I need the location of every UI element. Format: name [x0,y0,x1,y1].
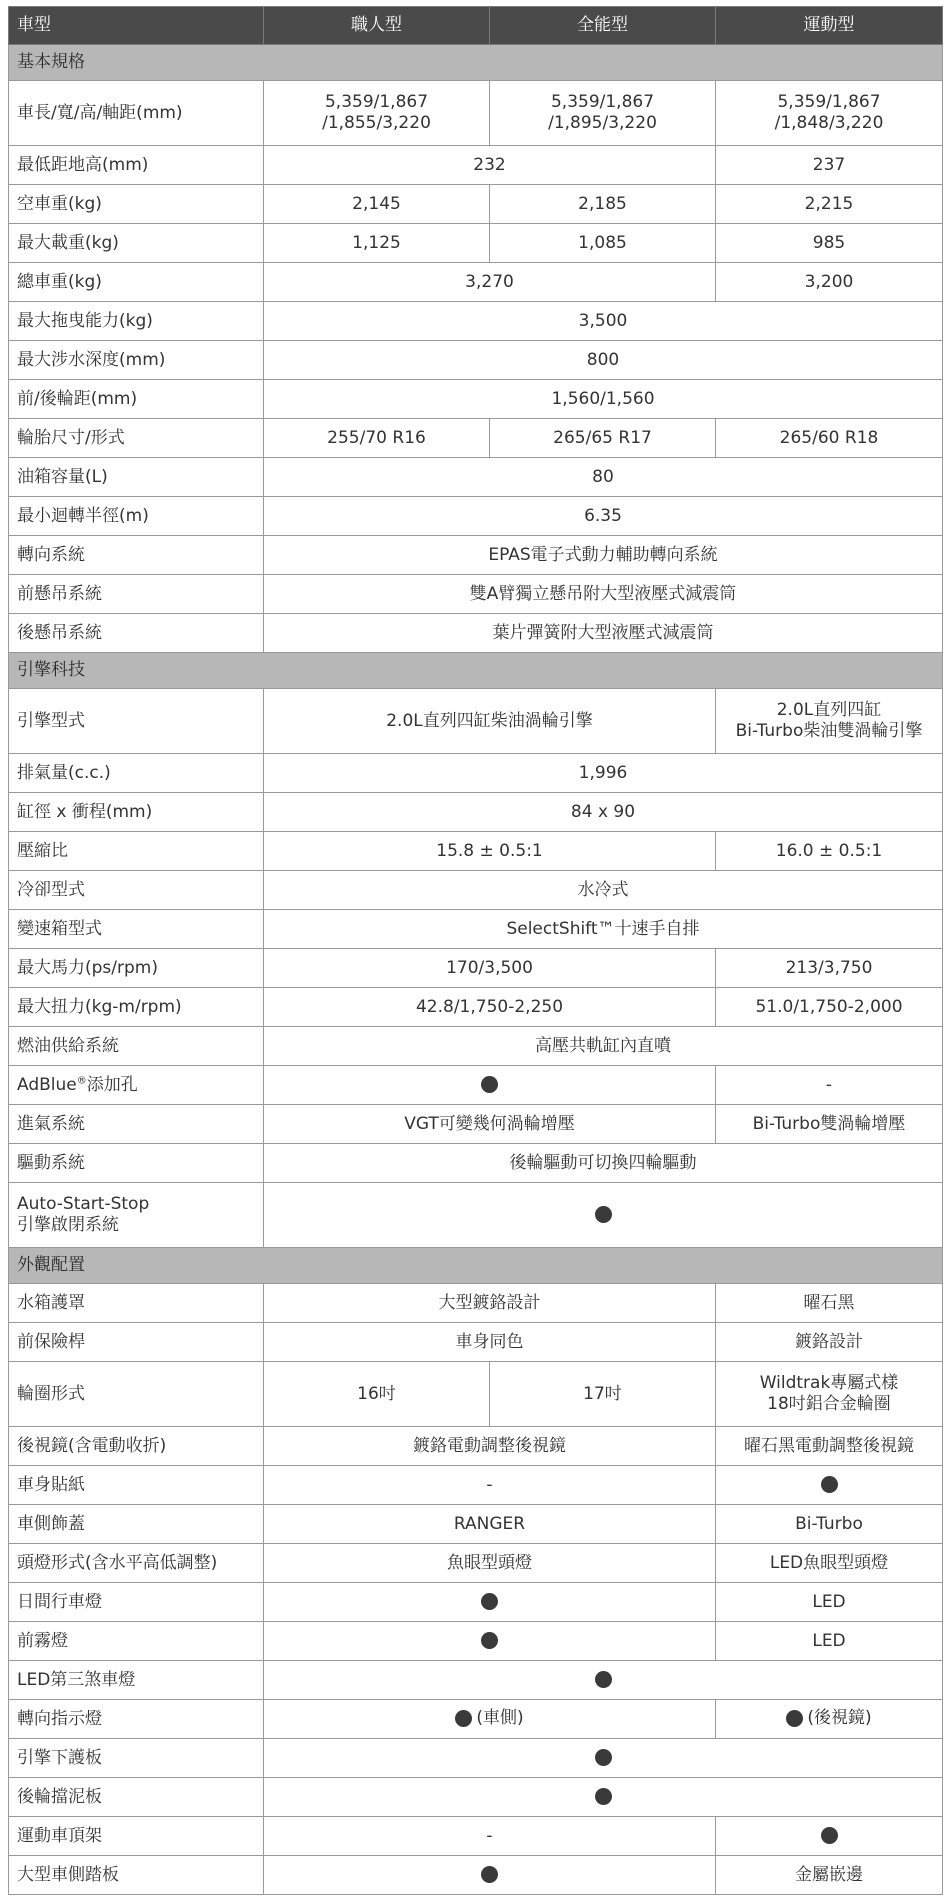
spec-row [9,832,943,871]
value-cell: 213/3,750 [716,949,943,988]
value-cell: LED [716,1583,943,1622]
spec-row [9,1661,943,1700]
value-cell: 1,996 [264,754,943,793]
filled-dot-icon [481,1866,498,1883]
spec-row [9,575,943,614]
value-cell: VGT可變幾何渦輪增壓 [264,1105,716,1144]
value-cell: 16吋 [264,1362,490,1427]
row-label: 車側飾蓋 [9,1505,264,1544]
value-cell: 800 [264,341,943,380]
row-label: 最大涉水深度(mm) [9,341,264,380]
row-label: 最小迴轉半徑(m) [9,497,264,536]
spec-row [9,1105,943,1144]
adblue-label-suffix: 添加孔 [86,1074,138,1095]
spec-row [9,1284,943,1323]
row-label: 水箱護罩 [9,1284,264,1323]
row-label: Auto-Start-Stop 引擎啟閉系統 [9,1183,264,1248]
value-cell: 車身同色 [264,1323,716,1362]
value-cell: 265/65 R17 [490,419,716,458]
spec-row [9,1544,943,1583]
value-cell: 水冷式 [264,871,943,910]
value-cell: 3,500 [264,302,943,341]
value-cell: EPAS電子式動力輔助轉向系統 [264,536,943,575]
value-cell: 葉片彈簧附大型液壓式減震筒 [264,614,943,653]
row-label: 運動車頂架 [9,1817,264,1856]
row-label: 空車重(kg) [9,185,264,224]
value-cell: 2,215 [716,185,943,224]
value-cell: 237 [716,146,943,185]
value-cell: 985 [716,224,943,263]
spec-row [9,1583,943,1622]
value-cell [264,1622,716,1661]
spec-row [9,224,943,263]
value-cell [264,1583,716,1622]
value-cell: 232 [264,146,716,185]
value-cell [264,1661,943,1700]
value-cell: 3,270 [264,263,716,302]
spec-row [9,1778,943,1817]
row-label: 最大拖曳能力(kg) [9,302,264,341]
value-cell: 曜石黑電動調整後視鏡 [716,1427,943,1466]
filled-dot-icon [786,1710,803,1727]
spec-row [9,380,943,419]
spec-row [9,302,943,341]
spec-row [9,793,943,832]
value-text: (後視鏡) [807,1708,872,1729]
value-cell: 5,359/1,867 /1,895/3,220 [490,81,716,146]
row-label: 大型車側踏板 [9,1856,264,1895]
row-label: 冷卻型式 [9,871,264,910]
row-label: 最大扭力(kg-m/rpm) [9,988,264,1027]
spec-row [9,1466,943,1505]
value-cell: 2.0L直列四缸柴油渦輪引擎 [264,689,716,754]
filled-dot-icon [595,1788,612,1805]
spec-row [9,1362,943,1427]
section-exterior: 外觀配置 [9,1248,943,1284]
header-trim-3: 運動型 [716,7,943,45]
row-label: 車長/寬/高/軸距(mm) [9,81,264,146]
value-cell: 80 [264,458,943,497]
filled-dot-icon [481,1076,498,1093]
row-label: 最低距地高(mm) [9,146,264,185]
value-cell: 5,359/1,867 /1,848/3,220 [716,81,943,146]
value-cell: 3,200 [716,263,943,302]
value-cell: Bi-Turbo [716,1505,943,1544]
spec-row [9,1027,943,1066]
value-cell: 高壓共軌缸內直噴 [264,1027,943,1066]
spec-row [9,185,943,224]
filled-dot-icon [455,1710,472,1727]
value-cell: - [264,1466,716,1505]
filled-dot-icon [821,1827,838,1844]
value-cell: LED [716,1622,943,1661]
filled-dot-icon [481,1632,498,1649]
spec-row [9,1622,943,1661]
value-cell: RANGER [264,1505,716,1544]
header-trim-2: 全能型 [490,7,716,45]
value-cell: 1,560/1,560 [264,380,943,419]
section-engine: 引擎科技 [9,653,943,689]
spec-row [9,614,943,653]
spec-row [9,871,943,910]
value-cell: 1,085 [490,224,716,263]
row-label: 前/後輪距(mm) [9,380,264,419]
header-model-label: 車型 [9,7,264,45]
value-cell: 雙A臂獨立懸吊附大型液壓式減震筒 [264,575,943,614]
spec-row [9,949,943,988]
spec-row [9,1323,943,1362]
spec-row [9,419,943,458]
spec-row [9,1700,943,1739]
spec-row [9,536,943,575]
spec-row [9,497,943,536]
row-label: 最大馬力(ps/rpm) [9,949,264,988]
spec-row [9,754,943,793]
value-cell [716,1700,943,1739]
row-label: 轉向指示燈 [9,1700,264,1739]
value-cell: 170/3,500 [264,949,716,988]
value-cell [264,1066,716,1105]
spec-row [9,1066,943,1105]
row-label: 變速箱型式 [9,910,264,949]
spec-row [9,1817,943,1856]
row-label: 最大載重(kg) [9,224,264,263]
value-cell: 2,185 [490,185,716,224]
row-label: 進氣系統 [9,1105,264,1144]
row-label: 輪胎尺寸/形式 [9,419,264,458]
row-label: 前懸吊系統 [9,575,264,614]
filled-dot-icon [481,1593,498,1610]
row-label [9,1066,264,1105]
value-cell: 鍍鉻設計 [716,1323,943,1362]
row-label: 排氣量(c.c.) [9,754,264,793]
registered-mark: ® [76,1074,87,1086]
value-cell: 6.35 [264,497,943,536]
value-cell: 15.8 ± 0.5:1 [264,832,716,871]
spec-row [9,1856,943,1895]
spec-row [9,1505,943,1544]
value-cell [716,1466,943,1505]
row-label: 總車重(kg) [9,263,264,302]
spec-row [9,458,943,497]
value-cell: 後輪驅動可切換四輪驅動 [264,1144,943,1183]
adblue-label: AdBlue [17,1074,77,1095]
value-cell: 1,125 [264,224,490,263]
row-label: 頭燈形式(含水平高低調整) [9,1544,264,1583]
value-cell: 16.0 ± 0.5:1 [716,832,943,871]
row-label: 驅動系統 [9,1144,264,1183]
filled-dot-icon [595,1749,612,1766]
row-label: LED第三煞車燈 [9,1661,264,1700]
value-text: (車側) [476,1708,524,1729]
value-cell [264,1183,943,1248]
row-label: 車身貼紙 [9,1466,264,1505]
value-cell: 51.0/1,750-2,000 [716,988,943,1027]
section-row [9,45,943,81]
value-cell: Bi-Turbo雙渦輪增壓 [716,1105,943,1144]
value-cell [264,1700,716,1739]
header-trim-1: 職人型 [264,7,490,45]
value-cell: - [264,1817,716,1856]
spec-row [9,988,943,1027]
row-label: 輪圈形式 [9,1362,264,1427]
row-label: 前霧燈 [9,1622,264,1661]
value-cell: 84 x 90 [264,793,943,832]
row-label: 缸徑 x 衝程(mm) [9,793,264,832]
value-cell: 2.0L直列四缸 Bi-Turbo柴油雙渦輪引擎 [716,689,943,754]
section-basic: 基本規格 [9,45,943,81]
row-label: 引擎型式 [9,689,264,754]
value-cell: 2,145 [264,185,490,224]
section-row [9,1248,943,1284]
value-cell: 255/70 R16 [264,419,490,458]
row-label: 後懸吊系統 [9,614,264,653]
value-cell: - [716,1066,943,1105]
value-cell: Wildtrak專屬式樣 18吋鋁合金輪圈 [716,1362,943,1427]
value-cell: 鍍鉻電動調整後視鏡 [264,1427,716,1466]
value-cell: 大型鍍鉻設計 [264,1284,716,1323]
spec-row [9,689,943,754]
value-cell [264,1739,943,1778]
filled-dot-icon [595,1206,612,1223]
row-label: 日間行車燈 [9,1583,264,1622]
row-label: 前保險桿 [9,1323,264,1362]
spec-row [9,1183,943,1248]
value-cell: 金屬嵌邊 [716,1856,943,1895]
value-cell: 17吋 [490,1362,716,1427]
section-row [9,653,943,689]
value-cell: 5,359/1,867 /1,855/3,220 [264,81,490,146]
row-label: 後視鏡(含電動收折) [9,1427,264,1466]
spec-row [9,1144,943,1183]
value-cell: 265/60 R18 [716,419,943,458]
row-label: 轉向系統 [9,536,264,575]
value-cell [264,1856,716,1895]
value-cell: 曜石黑 [716,1284,943,1323]
spec-table [8,6,943,1895]
value-cell: 42.8/1,750-2,250 [264,988,716,1027]
row-label: 引擎下護板 [9,1739,264,1778]
spec-row [9,81,943,146]
value-cell [264,1778,943,1817]
value-cell [716,1817,943,1856]
spec-row [9,341,943,380]
spec-row [9,910,943,949]
row-label: 壓縮比 [9,832,264,871]
header-row [9,7,943,45]
value-cell: 魚眼型頭燈 [264,1544,716,1583]
row-label: 燃油供給系統 [9,1027,264,1066]
value-cell: LED魚眼型頭燈 [716,1544,943,1583]
spec-row [9,146,943,185]
spec-row [9,1427,943,1466]
filled-dot-icon [595,1671,612,1688]
row-label: 油箱容量(L) [9,458,264,497]
spec-row [9,263,943,302]
spec-row [9,1739,943,1778]
filled-dot-icon [821,1476,838,1493]
value-cell: SelectShift™十速手自排 [264,910,943,949]
row-label: 後輪擋泥板 [9,1778,264,1817]
